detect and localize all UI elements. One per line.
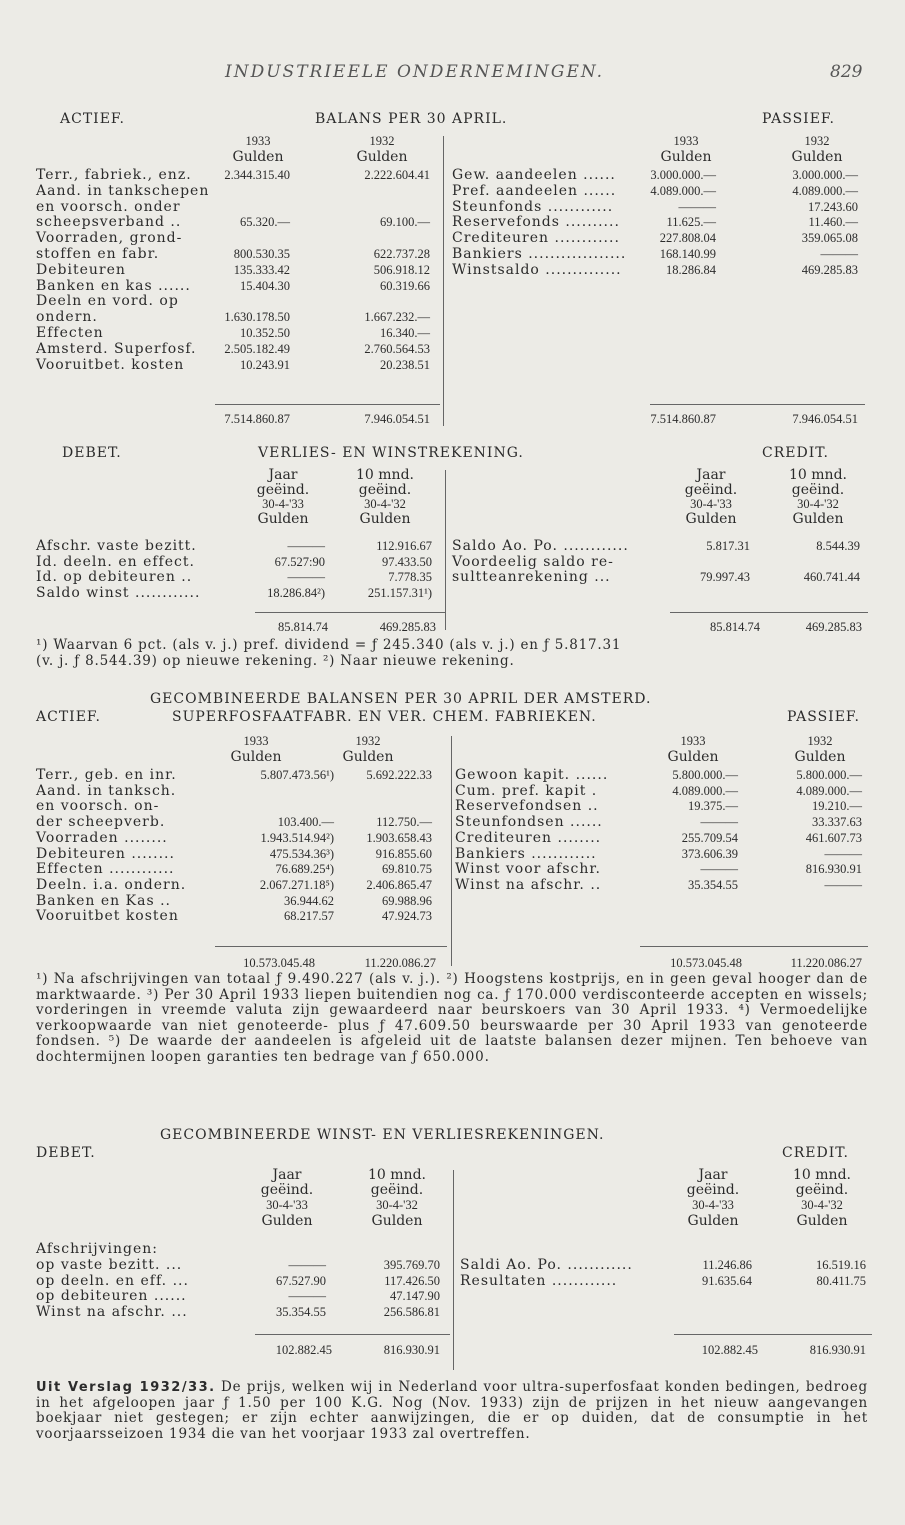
- cpl-debit-col2-head: Gulden: [371, 1212, 423, 1229]
- pl-debit-col1-head: geëind.: [256, 481, 310, 498]
- pl-total-debit-b: 469.285.83: [379, 620, 436, 634]
- pl-credit-row-value-a: 79.997.43: [700, 570, 750, 584]
- pl-debit-col2-head: Gulden: [359, 511, 411, 528]
- pl-debit-col2-head: 10 mnd.: [356, 467, 414, 483]
- cpl-credit-row-value-a: 11.246.86: [702, 1258, 752, 1272]
- pl-credit-row-label: Voordeelig saldo re-: [452, 553, 614, 570]
- pl-debit-row-value-b: 112.916.67: [376, 539, 432, 553]
- cpl-total-credit-b: 816.930.91: [809, 1343, 866, 1357]
- cbal-liability-row-value-b: ———: [824, 846, 862, 861]
- pl-credit-col2-head: 30-4-'32: [797, 497, 839, 512]
- balance-liability-row-label: Gew. aandeelen ......: [452, 167, 616, 183]
- cpl-debit-row-value-b: 117.426.50: [384, 1273, 440, 1288]
- cbal-asset-row-value-b: 5.692.222.33: [366, 768, 432, 782]
- cbal-asset-col2-head: Gulden: [342, 748, 394, 765]
- balance-asset-row-value-a: 800.530.35: [233, 247, 290, 261]
- pl-debit-row-label: Id. op debiteuren ..: [36, 569, 193, 585]
- balance-asset-row-label: scheepsverband ..: [36, 214, 182, 231]
- balance-asset-col1-head: 1933: [245, 134, 271, 148]
- balance-liability-row-value-a: 11.625.—: [666, 215, 716, 230]
- pl-debit-row-label: Id. deeln. en effect.: [36, 553, 195, 570]
- pl-left-label: DEBET.: [62, 445, 122, 461]
- combined-balance-left-label: ACTIEF.: [36, 709, 101, 725]
- cpl-debit-row-label: op deeln. en eff. ...: [36, 1272, 189, 1289]
- balance-liability-row-label: Steunfonds ............: [452, 198, 614, 215]
- balance-asset-row-value-b: 69.100.—: [380, 215, 430, 230]
- cbal-asset-row-value-a: 76.689.25⁴): [275, 862, 334, 877]
- balance-title: BALANS PER 30 APRIL.: [315, 111, 508, 127]
- pl-credit-col2-head: geëind.: [791, 481, 845, 498]
- pl-right-label: CREDIT.: [762, 445, 829, 461]
- cbal-total-asset-a: 10.573.045.48: [243, 956, 315, 970]
- balance-asset-row-value-a: 2.344.315.40: [224, 168, 290, 182]
- balance-asset-row-value-a: 1.630.178.50: [224, 310, 290, 325]
- cbal-asset-row-label: Voorraden ........: [36, 829, 168, 846]
- balance-liability-row-label: Bankiers ..................: [452, 246, 627, 262]
- balance-total-asset-a: 7.514.860.87: [224, 412, 290, 426]
- balance-liability-row-value-a: 168.140.99: [659, 247, 716, 261]
- cbal-liability-row-value-b: 4.089.000.—: [796, 783, 862, 798]
- cpl-total-debit-b: 816.930.91: [383, 1343, 440, 1357]
- balance-asset-row-value-a: 10.243.91: [240, 357, 290, 372]
- cbal-liability-row-value-a: 19.375.—: [688, 799, 738, 814]
- balance-total-liab-a: 7.514.860.87: [650, 412, 716, 426]
- balance-asset-row-label: Voorraden, grond-: [36, 230, 183, 247]
- cpl-debit-row-value-a: ———: [288, 1289, 326, 1304]
- balance-liability-row-value-b: 17.243.60: [808, 199, 858, 214]
- cbal-liability-row-value-a: ———: [700, 862, 738, 877]
- balance-asset-row-value-b: 506.918.12: [373, 262, 430, 277]
- cbal-asset-row-value-b: 69.988.96: [382, 893, 432, 908]
- cpl-debit-row-label: Winst na afschr. ...: [36, 1304, 188, 1321]
- cbal-asset-row-value-a: 68.217.57: [284, 909, 334, 924]
- cbal-liability-row-value-b: 19.210.—: [812, 799, 862, 814]
- balance-liab-col2-head: Gulden: [791, 148, 843, 165]
- balance-asset-row-value-b: 2.222.604.41: [364, 168, 430, 182]
- cpl-debit-col1-head: Jaar: [272, 1167, 302, 1183]
- pl-credit-row-value-b: 460.741.44: [803, 570, 860, 584]
- cpl-debit-row-label: op vaste bezitt. ...: [36, 1256, 183, 1273]
- report-lead: Uit Verslag 1932/33.: [36, 1380, 216, 1395]
- cbal-total-liab-a: 10.573.045.48: [670, 956, 742, 970]
- balance-asset-col1-head: Gulden: [232, 148, 284, 165]
- pl-debit-row-label: Afschr. vaste bezitt.: [36, 538, 197, 554]
- cbal-liability-row-value-a: 4.089.000.—: [672, 783, 738, 798]
- cbal-asset-row-value-a: 36.944.62: [284, 893, 334, 908]
- balance-liability-row-value-b: ———: [820, 247, 858, 261]
- cbal-rule-left: [215, 946, 447, 947]
- cpl-debit-col1-head: geëind.: [260, 1182, 314, 1199]
- cpl-debit-row-label: Afschrijvingen:: [36, 1241, 158, 1257]
- cbal-asset-row-value-b: 47.924.73: [382, 909, 432, 924]
- cpl-credit-col1-head: 30-4-'33: [692, 1198, 734, 1213]
- cbal-liab-col1-head: 1933: [680, 734, 706, 748]
- balance-asset-row-label: Banken en kas ......: [36, 277, 191, 294]
- pl-debit-row-value-b: 251.157.31¹): [367, 585, 432, 600]
- cpl-total-credit-a: 102.882.45: [701, 1343, 758, 1357]
- balance-divider: [443, 136, 444, 426]
- pl-credit-row-value-a: 5.817.31: [706, 539, 750, 553]
- cpl-credit-row-value-a: 91.635.64: [702, 1273, 752, 1288]
- pl-total-debit-a: 85.814.74: [278, 620, 328, 634]
- combined-balance-notes: ¹) Na afschrijvingen van totaal ƒ 9.490.227 (als v. j.). ²) Hoogstens kostprijs, en in geen geval hooger dan de marktwaarde. ³) Per 30 April 1933 liepen buitendien nog ca. ƒ 170.000 verdisconteerde accepten en wissels; vorderingen in vreemde valuta zijn gewaardeerd naar beurskoers van 30 April 1933. ⁴) Vermoedelijke verkoopwaarde van niet genoteerde- plus ƒ 47.609.50 beurswaarde per 30 April 1933 van genoteerde fondsen. ⁵) De waarde der aandeelen is afgeleid uit de laatste balansen dezer mijnen. Ten behoeve van dochtermijnen loopen garanties ten bedrage van ƒ 650.000.: [36, 971, 868, 1065]
- balance-liability-row-value-b: 469.285.83: [801, 262, 858, 277]
- cpl-debit-row-value-b: 395.769.70: [383, 1257, 440, 1272]
- balance-asset-row-value-b: 60.319.66: [380, 278, 430, 293]
- cpl-debit-col2-head: geëind.: [370, 1182, 424, 1199]
- cpl-divider: [453, 1170, 454, 1370]
- cbal-liability-row-label: Winst na afschr. ..: [455, 876, 602, 893]
- report-paragraph: [36, 1380, 868, 1442]
- cbal-asset-row-value-a: 103.400.—: [277, 815, 334, 830]
- cbal-liability-row-value-a: ———: [700, 815, 738, 830]
- cpl-credit-col1-head: Gulden: [687, 1212, 739, 1229]
- pl-debit-row-value-b: 97.433.50: [382, 554, 432, 569]
- cbal-liability-row-label: Bankiers ............: [455, 845, 597, 862]
- balance-asset-row-value-a: 2.505.182.49: [224, 341, 290, 356]
- balance-asset-row-label: Effecten: [36, 325, 104, 341]
- balance-asset-row-label: Debiteuren: [36, 261, 126, 278]
- cbal-total-asset-b: 11.220.086.27: [364, 956, 436, 970]
- pl-title: VERLIES- EN WINSTREKENING.: [258, 445, 524, 461]
- combined-balance-title-2: SUPERFOSFAATFABR. EN VER. CHEM. FABRIEKEN.: [172, 709, 597, 725]
- cbal-asset-row-value-b: 916.855.60: [375, 846, 432, 861]
- balance-liab-col1-head: Gulden: [660, 148, 712, 165]
- cbal-asset-row-value-b: 2.406.865.47: [366, 877, 432, 892]
- cbal-liability-row-label: Steunfondsen ......: [455, 814, 603, 831]
- cpl-credit-col2-head: Gulden: [796, 1212, 848, 1229]
- cbal-asset-col1-head: Gulden: [230, 748, 282, 765]
- pl-debit-col2-head: geëind.: [358, 481, 412, 498]
- balance-asset-row-value-b: 20.238.51: [380, 357, 430, 372]
- cpl-total-debit-a: 102.882.45: [275, 1343, 332, 1357]
- cbal-asset-row-value-a: 1.943.514.94²): [260, 830, 334, 845]
- cpl-credit-row-value-b: 80.411.75: [816, 1273, 866, 1288]
- balance-asset-row-label: Amsterd. Superfosf.: [36, 340, 197, 357]
- cbal-liab-col2-head: 1932: [807, 734, 833, 748]
- balance-asset-row-label: Deeln en vord. op: [36, 293, 179, 310]
- cbal-asset-row-value-b: 69.810.75: [382, 862, 432, 877]
- pl-credit-row-label: sultteanrekening ...: [452, 569, 611, 585]
- balance-asset-row-label: ondern.: [36, 309, 98, 326]
- balance-liability-row-label: Pref. aandeelen ......: [452, 182, 617, 199]
- balance-liability-row-value-a: 3.000.000.—: [650, 168, 716, 182]
- balance-total-asset-b: 7.946.054.51: [364, 412, 430, 426]
- cbal-liability-row-value-a: 5.800.000.—: [672, 768, 738, 782]
- cbal-liability-row-label: Winst voor afschr.: [455, 861, 601, 878]
- cpl-debit-row-value-a: 35.354.55: [276, 1305, 326, 1320]
- balance-rule-right: [650, 404, 865, 405]
- balance-asset-row-value-a: 10.352.50: [240, 326, 290, 340]
- cbal-asset-row-value-a: 5.807.473.56¹): [260, 768, 334, 782]
- pl-note-1: ¹) Waarvan 6 pct. (als v. j.) pref. dividend = ƒ 245.340 (als v. j.) en ƒ 5.817.31: [36, 637, 622, 653]
- cbal-liability-row-value-b: 33.337.63: [812, 815, 862, 830]
- cpl-credit-col1-head: Jaar: [698, 1167, 728, 1183]
- balance-liability-row-value-b: 4.089.000.—: [792, 183, 858, 198]
- cpl-debit-row-value-b: 256.586.81: [383, 1305, 440, 1320]
- balance-asset-row-value-b: 622.737.28: [373, 247, 430, 261]
- balance-asset-row-value-b: 16.340.—: [380, 326, 430, 340]
- cbal-asset-row-label: Vooruitbet kosten: [36, 908, 179, 925]
- balance-asset-row-label: Terr., fabriek., enz.: [36, 167, 192, 183]
- cpl-debit-col2-head: 30-4-'32: [376, 1198, 418, 1213]
- pl-debit-row-value-a: ———: [287, 570, 325, 584]
- pl-debit-row-value-a: 67.527:90: [274, 554, 325, 569]
- balance-asset-row-value-a: 15.404.30: [240, 278, 290, 293]
- cbal-liability-row-value-b: ———: [824, 877, 862, 892]
- cpl-rule-left: [255, 1334, 450, 1335]
- combined-balance-right-label: PASSIEF.: [787, 709, 860, 725]
- pl-credit-col1-head: geëind.: [684, 481, 738, 498]
- cpl-debit-col2-head: 10 mnd.: [368, 1167, 426, 1183]
- cpl-credit-col2-head: 30-4-'32: [801, 1198, 843, 1213]
- balance-asset-col2-head: 1932: [369, 134, 395, 148]
- cpl-credit-col2-head: geëind.: [795, 1182, 849, 1199]
- cbal-asset-row-label: Deeln. i.a. ondern.: [36, 876, 187, 893]
- cpl-rule-right: [674, 1334, 872, 1335]
- pl-credit-col2-head: 10 mnd.: [789, 467, 847, 483]
- balance-liability-row-value-a: 227.808.04: [659, 231, 716, 246]
- pl-rule-left: [255, 612, 445, 613]
- balance-liab-col2-head: 1932: [804, 134, 830, 148]
- cpl-debit-row-label: op debiteuren ......: [36, 1288, 187, 1305]
- cbal-asset-col2-head: 1932: [355, 734, 381, 748]
- cbal-total-liab-b: 11.220.086.27: [790, 956, 862, 970]
- cbal-asset-row-label: der scheepverb.: [36, 814, 166, 831]
- pl-total-credit-a: 85.814.74: [710, 620, 760, 634]
- cbal-asset-row-label: Banken en Kas ..: [36, 892, 171, 909]
- pl-credit-col1-head: 30-4-'33: [690, 497, 732, 512]
- pl-debit-col2-head: 30-4-'32: [364, 497, 406, 512]
- cbal-asset-row-label: Terr., geb. en inr.: [36, 767, 177, 783]
- balance-rule-left: [215, 404, 440, 405]
- cbal-liability-row-value-b: 816.930.91: [805, 862, 862, 877]
- cbal-divider: [451, 736, 452, 966]
- page-number: 829: [830, 62, 863, 82]
- cbal-asset-row-label: Aand. in tanksch.: [36, 782, 177, 799]
- cpl-credit-row-label: Saldi Ao. Po. ............: [460, 1257, 633, 1273]
- cpl-credit-row-label: Resultaten ............: [460, 1272, 618, 1289]
- balance-right-label: PASSIEF.: [762, 111, 835, 127]
- cbal-liab-col2-head: Gulden: [794, 748, 846, 765]
- cpl-credit-col1-head: geëind.: [686, 1182, 740, 1199]
- cbal-asset-row-value-a: 2.067.271.18⁵): [259, 877, 334, 892]
- cpl-debit-col1-head: 30-4-'33: [266, 1198, 308, 1213]
- cbal-liability-row-value-b: 5.800.000.—: [796, 768, 862, 782]
- balance-asset-row-label: en voorsch. onder: [36, 198, 181, 215]
- cbal-liability-row-label: Crediteuren ........: [455, 829, 602, 846]
- pl-credit-row-value-b: 8.544.39: [816, 539, 860, 553]
- cpl-credit-row-value-b: 16.519.16: [816, 1258, 866, 1272]
- balance-asset-col2-head: Gulden: [356, 148, 408, 165]
- report-text: De prijs, welken wij in Nederland voor ultra-superfosfaat konden bedingen, bedroeg in het afgeloopen jaar ƒ 1.50 per 100 K.G. Nog (Nov. 1933) zijn de prijzen in het nieuw aangevangen boekjaar niet gestegen; er zijn echter aanwijzingen, die er op duiden, dat de consumptie in het voorjaarsseizoen 1934 die van het voorjaar 1933 zal overtreffen.: [36, 1379, 868, 1442]
- balance-liability-row-label: Reservefonds ..........: [452, 214, 620, 231]
- cbal-asset-row-label: Effecten ............: [36, 861, 175, 878]
- balance-liability-row-label: Crediteuren ............: [452, 230, 620, 247]
- cbal-liability-row-label: Gewoon kapit. ......: [455, 767, 609, 783]
- cbal-liab-col1-head: Gulden: [667, 748, 719, 765]
- cbal-liability-row-value-a: 255.709.54: [681, 830, 738, 845]
- cbal-liability-row-value-a: 35.354.55: [688, 877, 738, 892]
- pl-rule-right: [670, 612, 868, 613]
- balance-left-label: ACTIEF.: [60, 111, 125, 127]
- pl-debit-row-value-b: 7.778.35: [388, 570, 432, 584]
- balance-liability-row-value-a: 4.089.000.—: [650, 183, 716, 198]
- balance-asset-row-value-a: 65.320.—: [240, 215, 290, 230]
- balance-liability-row-value-b: 3.000.000.—: [792, 168, 858, 182]
- cpl-credit-col2-head: 10 mnd.: [793, 1167, 851, 1183]
- pl-total-credit-b: 469.285.83: [805, 620, 862, 634]
- pl-debit-col1-head: 30-4-'33: [262, 497, 304, 512]
- balance-asset-row-value-b: 2.760.564.53: [364, 341, 430, 356]
- balance-liab-col1-head: 1933: [673, 134, 699, 148]
- cbal-asset-row-label: Debiteuren ........: [36, 845, 175, 862]
- cbal-asset-row-value-b: 1.903.658.43: [366, 830, 432, 845]
- cpl-debit-row-value-a: ———: [288, 1257, 326, 1272]
- combined-pl-title: GECOMBINEERDE WINST- EN VERLIESREKENINGEN.: [160, 1127, 605, 1143]
- combined-balance-title-1: GECOMBINEERDE BALANSEN PER 30 APRIL DER AMSTERD.: [150, 691, 652, 707]
- cbal-asset-row-label: en voorsch. on-: [36, 798, 160, 815]
- cbal-asset-row-value-a: 475.534.36³): [269, 846, 334, 861]
- balance-liability-row-value-a: 18.286.84: [666, 262, 716, 277]
- balance-asset-row-value-b: 1.667.232.—: [364, 310, 430, 325]
- balance-liability-row-value-a: ———: [678, 199, 716, 214]
- balance-liability-row-value-b: 359.065.08: [801, 231, 858, 246]
- cbal-liability-row-label: Reservefondsen ..: [455, 798, 599, 815]
- cbal-asset-col1-head: 1933: [243, 734, 269, 748]
- balance-total-liab-b: 7.946.054.51: [792, 412, 858, 426]
- balance-asset-row-label: Vooruitbet. kosten: [36, 356, 185, 373]
- balance-liability-row-value-b: 11.460.—: [808, 215, 858, 230]
- cbal-asset-row-value-b: 112.750.—: [376, 815, 432, 830]
- cpl-debit-row-value-a: 67.527.90: [276, 1273, 326, 1288]
- pl-debit-row-label: Saldo winst ............: [36, 584, 201, 601]
- pl-debit-row-value-a: ———: [287, 539, 325, 553]
- pl-credit-col1-head: Jaar: [696, 467, 726, 483]
- balance-asset-row-value-a: 135.333.42: [233, 262, 290, 277]
- combined-pl-left-label: DEBET.: [36, 1145, 96, 1161]
- combined-pl-right-label: CREDIT.: [782, 1145, 849, 1161]
- running-head-title: INDUSTRIEELE ONDERNEMINGEN.: [225, 62, 605, 82]
- pl-credit-col2-head: Gulden: [792, 511, 844, 528]
- cpl-debit-row-value-b: 47.147.90: [390, 1289, 440, 1304]
- pl-debit-col1-head: Jaar: [268, 467, 298, 483]
- pl-divider: [445, 470, 446, 630]
- cbal-liability-row-label: Cum. pref. kapit .: [455, 782, 598, 799]
- pl-credit-row-label: Saldo Ao. Po. ............: [452, 538, 629, 554]
- balance-asset-row-label: stoffen en fabr.: [36, 246, 160, 262]
- cpl-debit-col1-head: Gulden: [261, 1212, 313, 1229]
- pl-note-2: (v. j. ƒ 8.544.39) op nieuwe rekening. ²) Naar nieuwe rekening.: [36, 653, 515, 669]
- balance-liability-row-label: Winstsaldo ..............: [452, 261, 622, 278]
- cbal-liability-row-value-a: 373.606.39: [681, 846, 738, 861]
- cbal-rule-right: [640, 946, 868, 947]
- pl-debit-col1-head: Gulden: [257, 511, 309, 528]
- balance-asset-row-label: Aand. in tankschepen: [36, 182, 210, 199]
- cbal-liability-row-value-b: 461.607.73: [805, 830, 862, 845]
- pl-debit-row-value-a: 18.286.84²): [267, 585, 325, 600]
- pl-credit-col1-head: Gulden: [685, 511, 737, 528]
